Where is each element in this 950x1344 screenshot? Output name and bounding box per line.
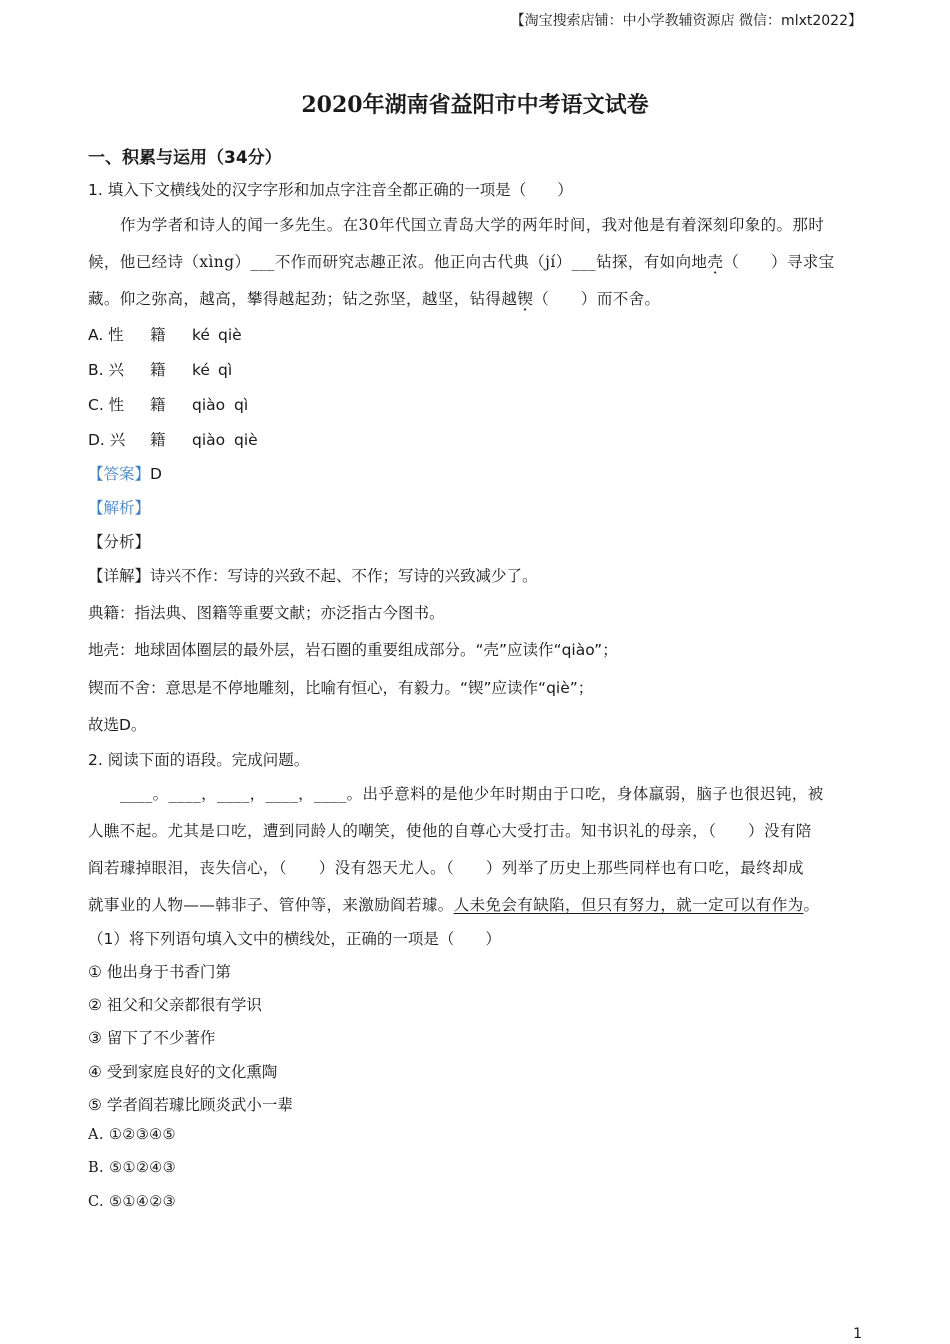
q2-item-4: ④ 受到家庭良好的文化熏陶 xyxy=(88,1063,278,1081)
header-banner: 【淘宝搜索店铺：中小学教辅资源店 微信：mlxt2022】 xyxy=(510,13,862,29)
q1-option-a: A. 性 籍 ké qiè xyxy=(88,326,242,344)
q2-stem: 2. 阅读下面的语段。完成问题。 xyxy=(88,751,310,769)
page-title: 2020年湖南省益阳市中考语文试卷 xyxy=(301,92,649,118)
section-heading: 一、积累与运用（34分） xyxy=(88,148,282,168)
q1-answer xyxy=(88,462,162,484)
q1-option-b: B. 兴 籍 ké qì xyxy=(88,361,233,379)
answer-value: D xyxy=(150,465,162,483)
underlined-sentence: 人未免会有缺陷，但只有努力，就一定可以有作为 xyxy=(453,896,804,914)
page-number: 1 xyxy=(853,1326,862,1342)
q1-passage-line-1: 作为学者和诗人的闻一多先生。在30年代国立青岛大学的两年时间，我对他是有着深刻印象的。那时 xyxy=(120,216,825,234)
fenxi-tag: 【分析】 xyxy=(88,533,151,551)
q2-sub1: （1）将下列语句填入文中的横线处，正确的一项是（ ） xyxy=(88,930,501,948)
q2-passage-line-4: 就事业的人物——韩非子、管仲等，来激励阎若璩。人未免会有缺陷，但只有努力，就一定可以有作为。 xyxy=(88,896,820,914)
q1-explain-4: 故选D。 xyxy=(88,716,147,734)
q2-choice-a: A. ①②③④⑤ xyxy=(88,1127,176,1143)
dotted-char-qie: 锲 xyxy=(517,290,534,308)
q2-passage-line-1: ____。____，____，____，____。出乎意料的是他少年时期由于口吃，身体羸弱，脑子也很迟钝，被 xyxy=(120,785,824,803)
q2-passage-line-3: 阎若璩掉眼泪，丧失信心，（ ）没有怨天尤人。（ ）列举了历史上那些同样也有口吃，最终却成 xyxy=(88,859,804,877)
q2-item-5: ⑤ 学者阎若璩比顾炎武小一辈 xyxy=(88,1096,293,1114)
dotted-char-ke: 壳 xyxy=(707,253,724,271)
q2-passage-line-2: 人瞧不起。尤其是口吃，遭到同龄人的嘲笑，使他的自尊心大受打击。知书识礼的母亲，（ ）没有陪 xyxy=(88,822,812,840)
q1-passage-line-3: 藏。仰之弥高，越高，攀得越起劲；钻之弥坚，越坚，钻得越锲（ ）而不舍。 xyxy=(88,290,661,308)
q1-explain-3: 锲而不舍：意思是不停地雕刻，比喻有恒心，有毅力。“锲”应读作“qiè”； xyxy=(88,679,594,697)
q2-item-1: ① 他出身于书香门第 xyxy=(88,963,231,981)
q2-choice-c: C. ⑤①④②③ xyxy=(88,1194,176,1210)
q1-option-d: D. 兴 籍 qiào qiè xyxy=(88,431,258,449)
q1-passage-line-2: 候，他已经诗（xìng）___不作而研究志趣正浓。他正向古代典（jí）___钻探，有如向地壳（ ）寻求宝 xyxy=(88,253,835,271)
q2-item-3: ③ 留下了不少著作 xyxy=(88,1029,216,1047)
q1-explain-2: 地壳：地球固体圈层的最外层，岩石圈的重要组成部分。“壳”应读作“qiào”； xyxy=(88,641,618,659)
analysis-tag: 【解析】 xyxy=(88,499,151,517)
q1-option-c: C. 性 籍 qiào qì xyxy=(88,396,249,414)
q1-stem: 1. 填入下文横线处的汉字字形和加点字注音全都正确的一项是（ ） xyxy=(88,181,573,199)
q1-explain-1: 典籍：指法典、图籍等重要文献；亦泛指古今图书。 xyxy=(88,604,445,622)
answer-tag: 【答案】 xyxy=(88,465,151,483)
q2-choice-b: B. ⑤①②④③ xyxy=(88,1160,177,1176)
q2-item-2: ② 祖父和父亲都很有学识 xyxy=(88,996,262,1014)
q1-detail: 【详解】诗兴不作：写诗的兴致不起、不作；写诗的兴致减少了。 xyxy=(88,567,538,585)
